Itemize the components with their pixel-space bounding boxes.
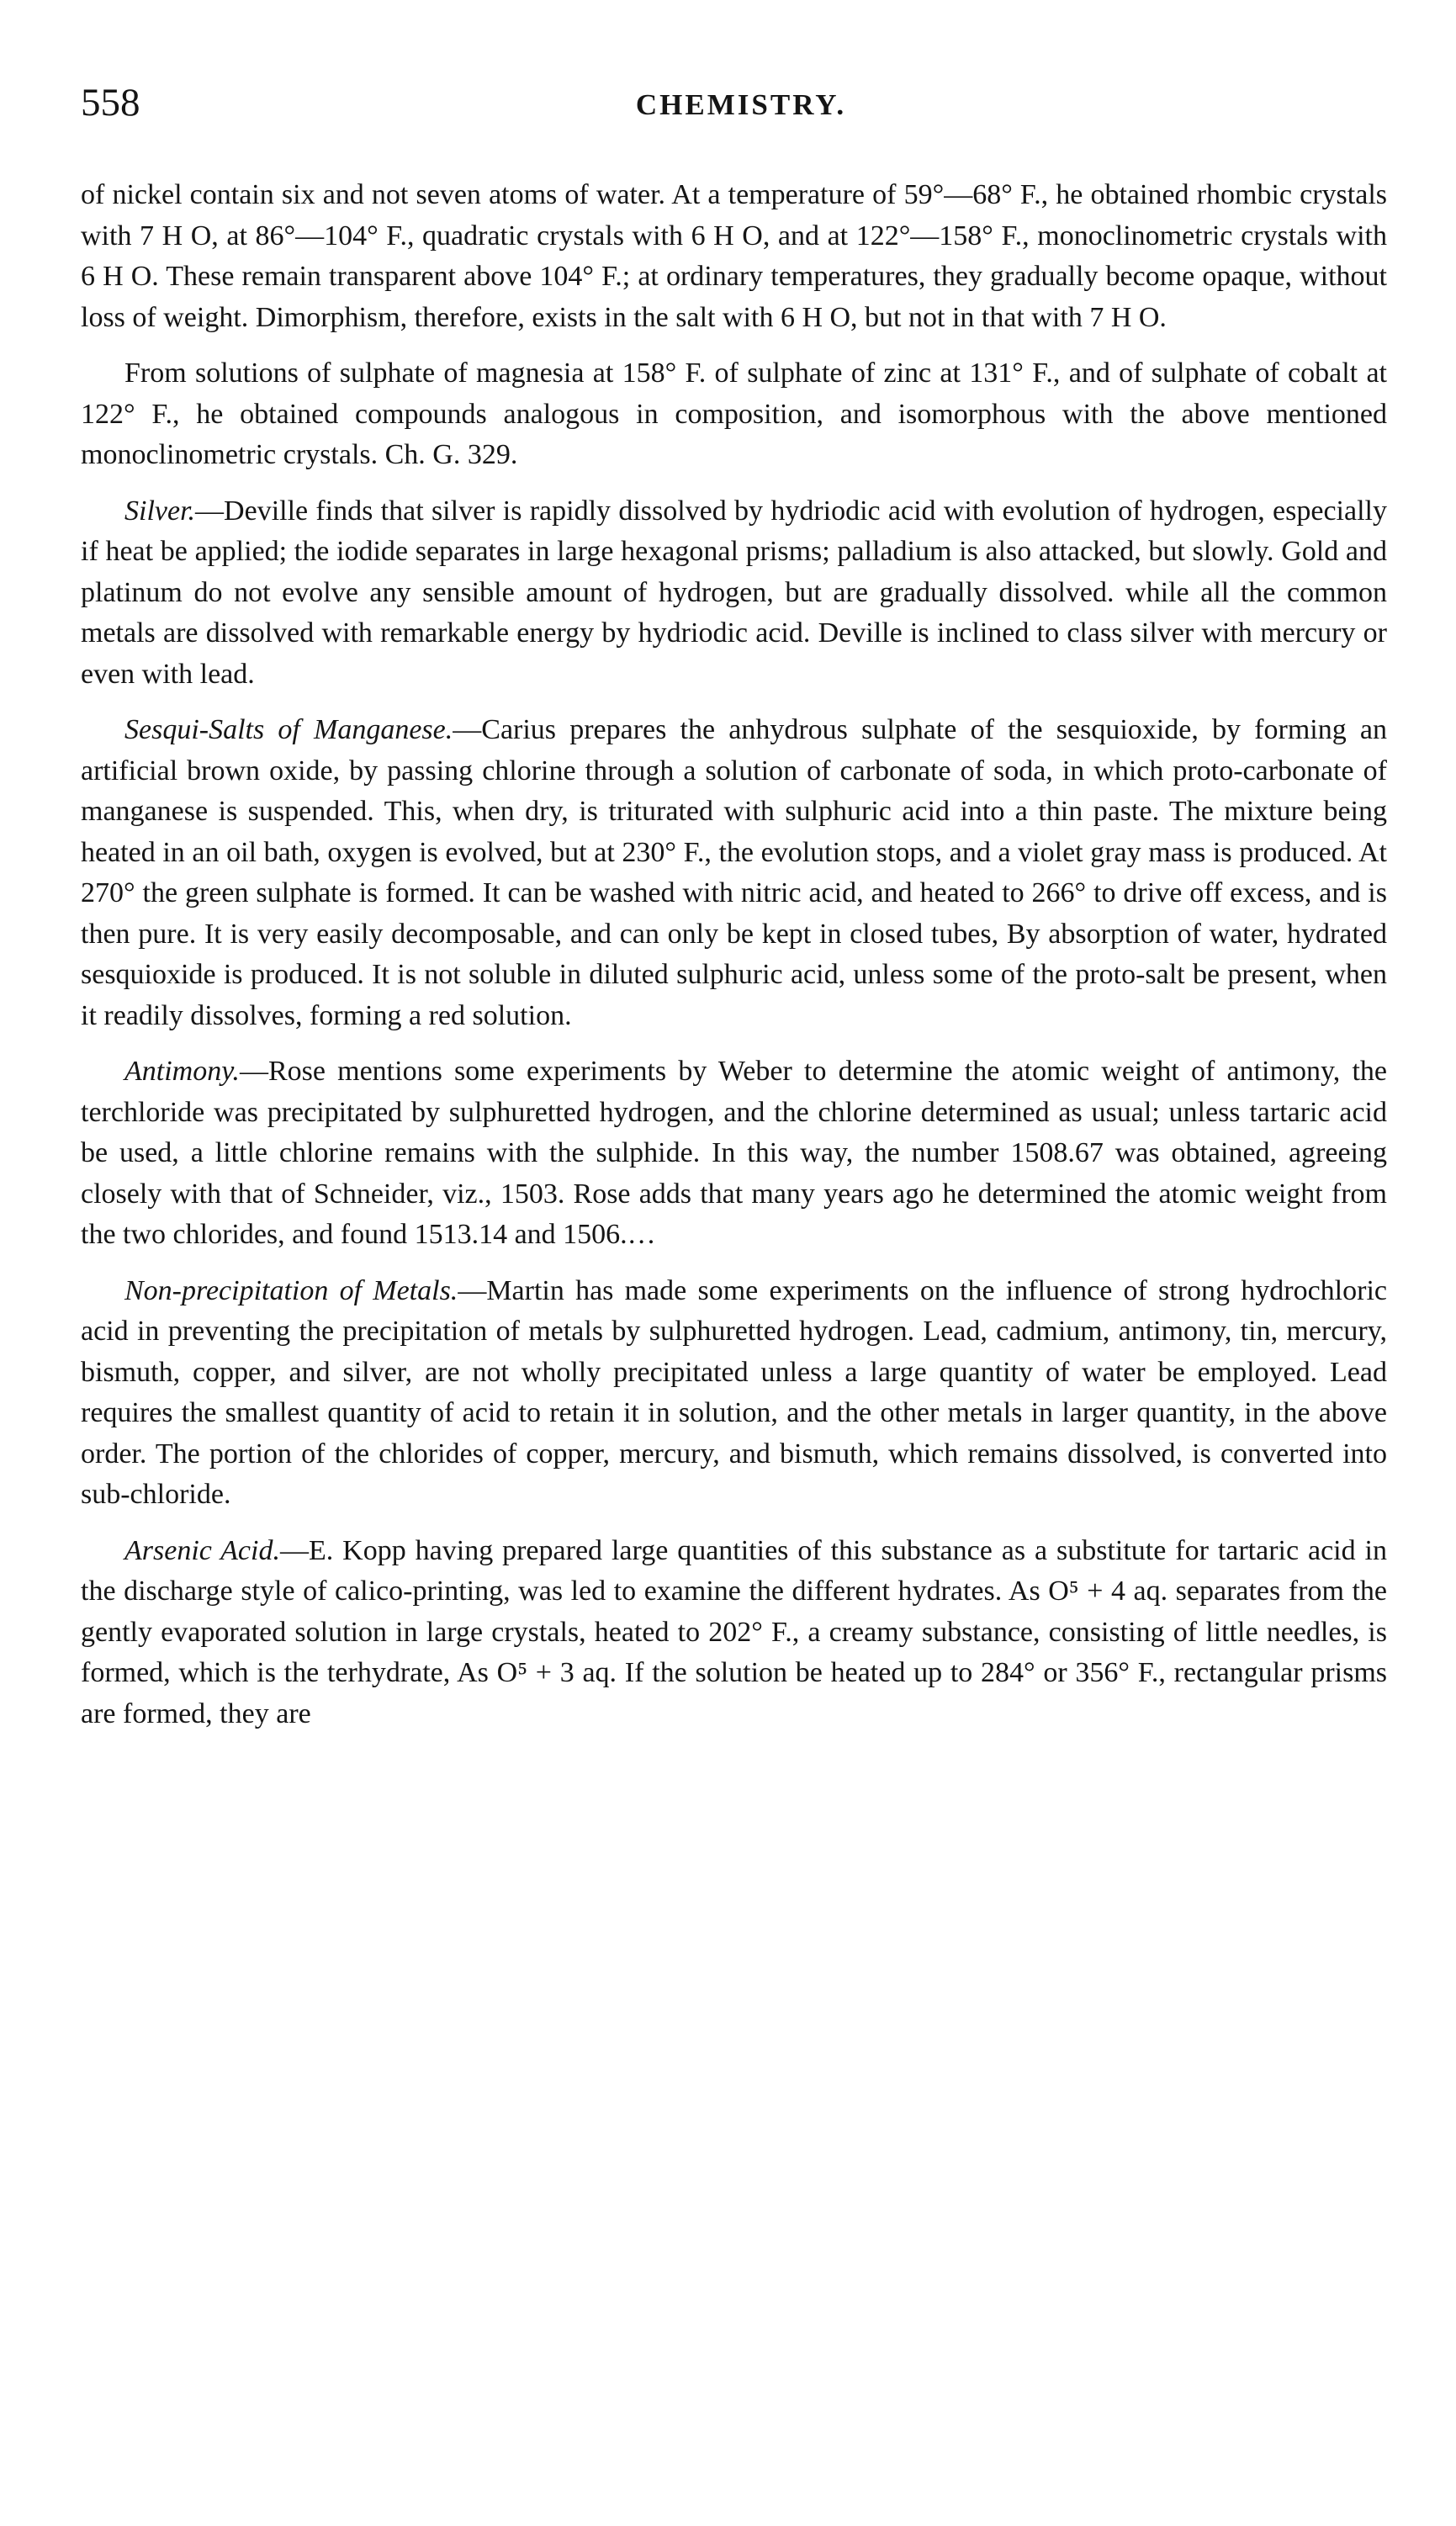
paragraph-text: From solutions of sulphate of magnesia at 158° F. of sulphate of zinc at 131° F., and of sulphate of cobalt at 122° F., he obtained compounds analogous in composition, and isomorphous with the above mentioned monoclinometric crystals. Ch. G. 329. [81, 357, 1387, 470]
paragraph-silver [81, 491, 1387, 696]
paragraph-text: of nickel contain six and not seven atoms of water. At a temperature of 59°—68° F., he obtained rhombic crystals with 7 H O, at 86°—104° F., quadratic crystals with 6 H O, and at 122°—158° F., monoclinometric crystals with 6 H O. These remain transparent above 104° F.; at ordinary temperatures, they gradually become opaque, without loss of weight. Dimorphism, therefore, exists in the salt with 6 H O, but not in that with 7 H O. [81, 179, 1387, 333]
paragraph-non-precipitation-of-metals [81, 1271, 1387, 1516]
running-head: CHEMISTRY. [635, 88, 847, 121]
paragraph-text: —Rose mentions some experiments by Weber to determine the atomic weight of antimony, the terchloride was precipitated by sulphuretted hydrogen, and the chlorine determined as usual; unless tartaric acid be used, a little chlorine remains with the sulphide. In this way, the number 1508.67 was obtained, agreeing closely with that of Schneider, viz., 1503. Rose adds that many years ago he determined the atomic weight from the two chlorides, and found 1513.14 and 1506.… [81, 1056, 1387, 1250]
paragraph-text: —Martin has made some experiments on the influence of strong hydrochloric acid in preventing the precipitation of metals by sulphuretted hydrogen. Lead, cadmium, antimony, tin, mercury, bismuth, copper, and silver, are not wholly precipitated unless a large quantity of water be employed. Lead requires the smallest quantity of acid to retain it in solution, and the other metals in larger quantity, in the above order. The portion of the chlorides of copper, mercury, and bismuth, which remains dissolved, is converted into sub-chloride. [81, 1274, 1387, 1510]
section-heading: Antimony. [124, 1056, 240, 1087]
section-heading: Arsenic Acid. [124, 1534, 280, 1566]
page-number: 558 [81, 81, 140, 124]
page-header [81, 77, 1401, 128]
paragraph-nickel-hydrates [81, 175, 1387, 338]
section-heading: Sesqui-Salts of Manganese. [124, 714, 453, 745]
paragraph-text: —E. Kopp having prepared large quantities of this substance as a substitute for tartaric acid in the discharge style of calico-printing, was led to examine the different hydrates. As O⁵ + 4 aq. separates from the gently evaporated solution in large crystals, heated to 202° F., a creamy substance, consisting of little needles, is formed, which is the terhydrate, As O⁵ + 3 aq. If the solution be heated up to 284° or 356° F., rectangular prisms are formed, they are [81, 1534, 1387, 1729]
paragraph-text: —Deville finds that silver is rapidly dissolved by hydriodic acid with evolution of hydrogen, especially if heat be applied; the iodide separates in large hexagonal prisms; palladium is also attacked, but slowly. Gold and platinum do not evolve any sensible amount of hydrogen, but are gradually dissolved. while all the common metals are dissolved with remarkable energy by hydriodic acid. Deville is inclined to class silver with mercury or even with lead. [81, 495, 1387, 690]
paragraph-isomorphous-salts [81, 353, 1387, 476]
body-text [81, 175, 1387, 1750]
section-heading: Non-precipitation of Metals. [124, 1274, 458, 1306]
paragraph-sesqui-salts-of-manganese [81, 710, 1387, 1036]
paragraph-antimony [81, 1051, 1387, 1256]
paragraph-arsenic-acid [81, 1531, 1387, 1735]
paragraph-text: —Carius prepares the anhydrous sulphate of the sesquioxide, by forming an artificial brown oxide, by passing chlorine through a solution of carbonate of soda, in which proto-carbonate of manganese is suspended. This, when dry, is triturated with sulphuric acid into a thin paste. The mixture being heated in an oil bath, oxygen is evolved, but at 230° F., the evolution stops, and a violet gray mass is produced. At 270° the green sulphate is formed. It can be washed with nitric acid, and heated to 266° to drive off excess, and is then pure. It is very easily decomposable, and can only be kept in closed tubes, By absorption of water, hydrated sesquioxide is produced. It is not soluble in diluted sulphuric acid, unless some of the proto-salt be present, when it readily dissolves, forming a red solution. [81, 714, 1387, 1031]
section-heading: Silver. [124, 495, 196, 527]
